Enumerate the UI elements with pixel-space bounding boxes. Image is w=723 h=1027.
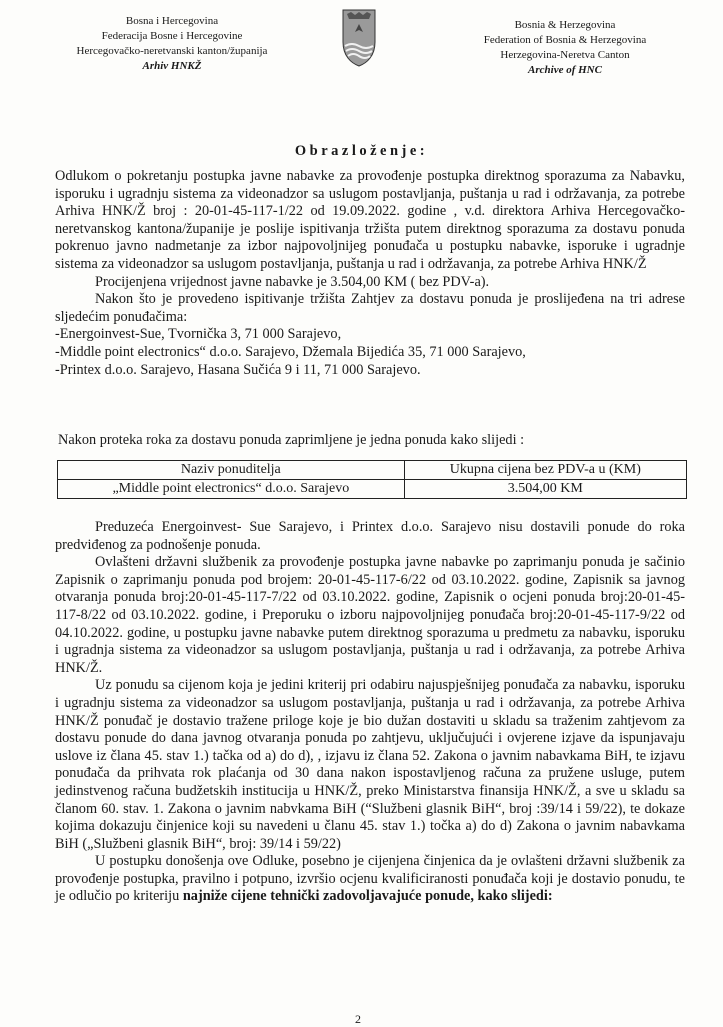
header-right [440, 18, 690, 78]
document-title: Obrazloženje: [294, 143, 429, 159]
header-right-line4: Archive of HNC [528, 64, 602, 76]
header-right-line3: Herzegovina-Neretva Canton [500, 49, 630, 61]
address-line-2: -Middle point electronics“ d.o.o. Sarajevo, Džemala Bijedića 35, 71 000 Sarajevo, [55, 343, 526, 360]
table-row [58, 480, 687, 499]
header-right-line2: Federation of Bosnia & Herzegovina [483, 34, 647, 46]
table-cell-bidder: „Middle point electronics“ d.o.o. Sarajevo [58, 480, 405, 499]
paragraph-market-research: Nakon što je provedeno ispitivanje tržišta Zahtjev za dostavu ponuda je proslijeđena na tri adrese sljedećim ponuđačima: [55, 291, 685, 325]
table-cell-price: 3.504,00 KM [404, 480, 686, 499]
paragraph-documents: Uz ponudu sa cijenom koja je jedini kriterij pri odabiru najuspješnijeg ponuđača za nabavku, isporuku i ugradnju sistema za videonadzor sa uslugom postavljanja, puštanja u rad i održavanja, za potrebe Arhiva HNK/Ž ponuđač je dostavio tražene priloge koje je bio dužan dostaviti u skladu sa traženim zahtjevom za dostavu ponude do dana javnog otvaranja ponuda po zahtjevu, uključujući i ovjerene izjave da ispunjavaju uslove iz člana 45. stav 1.) tačka od a) do d), , izjavu iz člana 52. Zakona o javnim nabavkama BiH, te izjavu ponuđača da prihvata rok plaćanja od 30 dana nakon ispostavljenog računa za pružene usluge, putem jedinstvenog računa budžetskih institucija u HNK/Ž, preko Ministarstva finansija HNK/Ž, a sve u skladu sa članom 60. stav. 1. Zakona o javnim nabvkama BiH (“Službeni glasnik BiH“, broj :39/14 i 59/22), te dokaze kojima dokazuju činjenice koji su navedeni u članu 45. stav 1.) točka a) do d) Zakona o javnim nabavkama BiH („Službeni glasnik BiH“, broj: 39/14 i 59/22) [55, 677, 685, 852]
conclusion-criterion: najniže cijene tehnički zadovoljavajuće ponude, kako slijedi: [182, 888, 553, 905]
header-right-line1: Bosnia & Herzegovina [514, 19, 616, 31]
address-line-1: -Energoinvest-Sue, Tvornička 3, 71 000 Sarajevo, [55, 326, 342, 343]
paragraph-estimated-value: Procijenjena vrijednost javne nabavke je 3.504,00 KM ( bez PDV-a). [95, 273, 490, 290]
coat-of-arms-icon [340, 8, 378, 68]
table-header-price: Ukupna cijena bez PDV-a u (KM) [404, 461, 686, 480]
paragraph-decision: Odlukom o pokretanju postupka javne nabavke za provođenje postupka direktnog sporazuma za Nabavku, isporuku i ugradnju sistema za videonadzor sa uslugom postavljanja, puštanja u rad i održavanja, za potrebe Arhiva HNK/Ž broj : 20-01-45-117-1/22 od 19.09.2022. godine , v.d. direktora Arhiva Hercegovačko-neretvanskog kantona/županije je poslije ispitivanja tržišta putem direktnog sporazuma za dostavu ponuda pokrenuo javno nadmetanje za izbor najpovoljnijeg ponuđača u postupku nabavke, isporuke i ugradnje sistema za videonadzor sa uslugom postavljanja, puštanja u rad i održavanja, za potrebe Arhiva HNK/Ž [55, 168, 685, 272]
page-number: 2 [355, 1012, 361, 1026]
paragraph-offers-received [58, 432, 688, 450]
text-block-main [55, 519, 685, 906]
paragraph-records: Ovlašteni državni službenik za provođenje postupka javne nabavke po zaprimanju ponuda je sačinio Zapisnik o zaprimanju ponuda pod brojem: 20-01-45-117-6/22 od 03.10.2022. godine, Zapisnik sa javnog otvaranja ponuda broj:20-01-45-117-7/22 od 03.10.2022. godine, Zapisnik o ocjeni ponuda broj:20-01-45-117-8/22 od 03.10.2022. godine, i Preporuku o izboru najpovoljnijeg ponuđača broj:20-01-45-117-9/22 od 04.10.2022. godine, u postupku javne nabavke putem direktnog sporazuma u predmetu za nabavku, isporuku i ugradnja sistema za videonadzor sa uslugom postavljanja, puštanja u rad i održavanja, za potrebe Arhiva HNK/Ž. [55, 554, 685, 676]
conclusion-text: U postupku donošenja ove Odluke, posebno je cijenjena činjenica da je ovlašteni državni službenik za provođenje postupka, pravilno i potpuno, izvršio ocjenu kvalificiranosti ponuđača koji je dostavio ponudu, te je odlučio po kriteriju [55, 853, 685, 905]
header-left-line3: Hercegovačko-neretvanski kanton/županija [76, 45, 268, 57]
header-left [42, 14, 302, 74]
header-left-line4: Arhiv HNKŽ [142, 60, 202, 72]
offers-received-text: Nakon proteka roka za dostavu ponuda zaprimljene je jedna ponuda kako slijedi : [58, 432, 525, 448]
offers-table [57, 460, 687, 499]
address-line-3: -Printex d.o.o. Sarajevo, Hasana Sučića 9 i 11, 71 000 Sarajevo. [55, 361, 421, 378]
paragraph-no-offers: Preduzeća Energoinvest- Sue Sarajevo, i Printex d.o.o. Sarajevo nisu dostavili ponude do roka predviđenog za podnošenje ponuda. [55, 519, 685, 553]
text-block-intro [55, 168, 685, 379]
paragraph-conclusion [55, 853, 685, 906]
table-header-bidder: Naziv ponuditelja [58, 461, 405, 480]
header-left-line1: Bosna i Hercegovina [125, 15, 219, 27]
header-left-line2: Federacija Bosne i Hercegovine [101, 30, 243, 42]
table-header-row [58, 461, 687, 480]
